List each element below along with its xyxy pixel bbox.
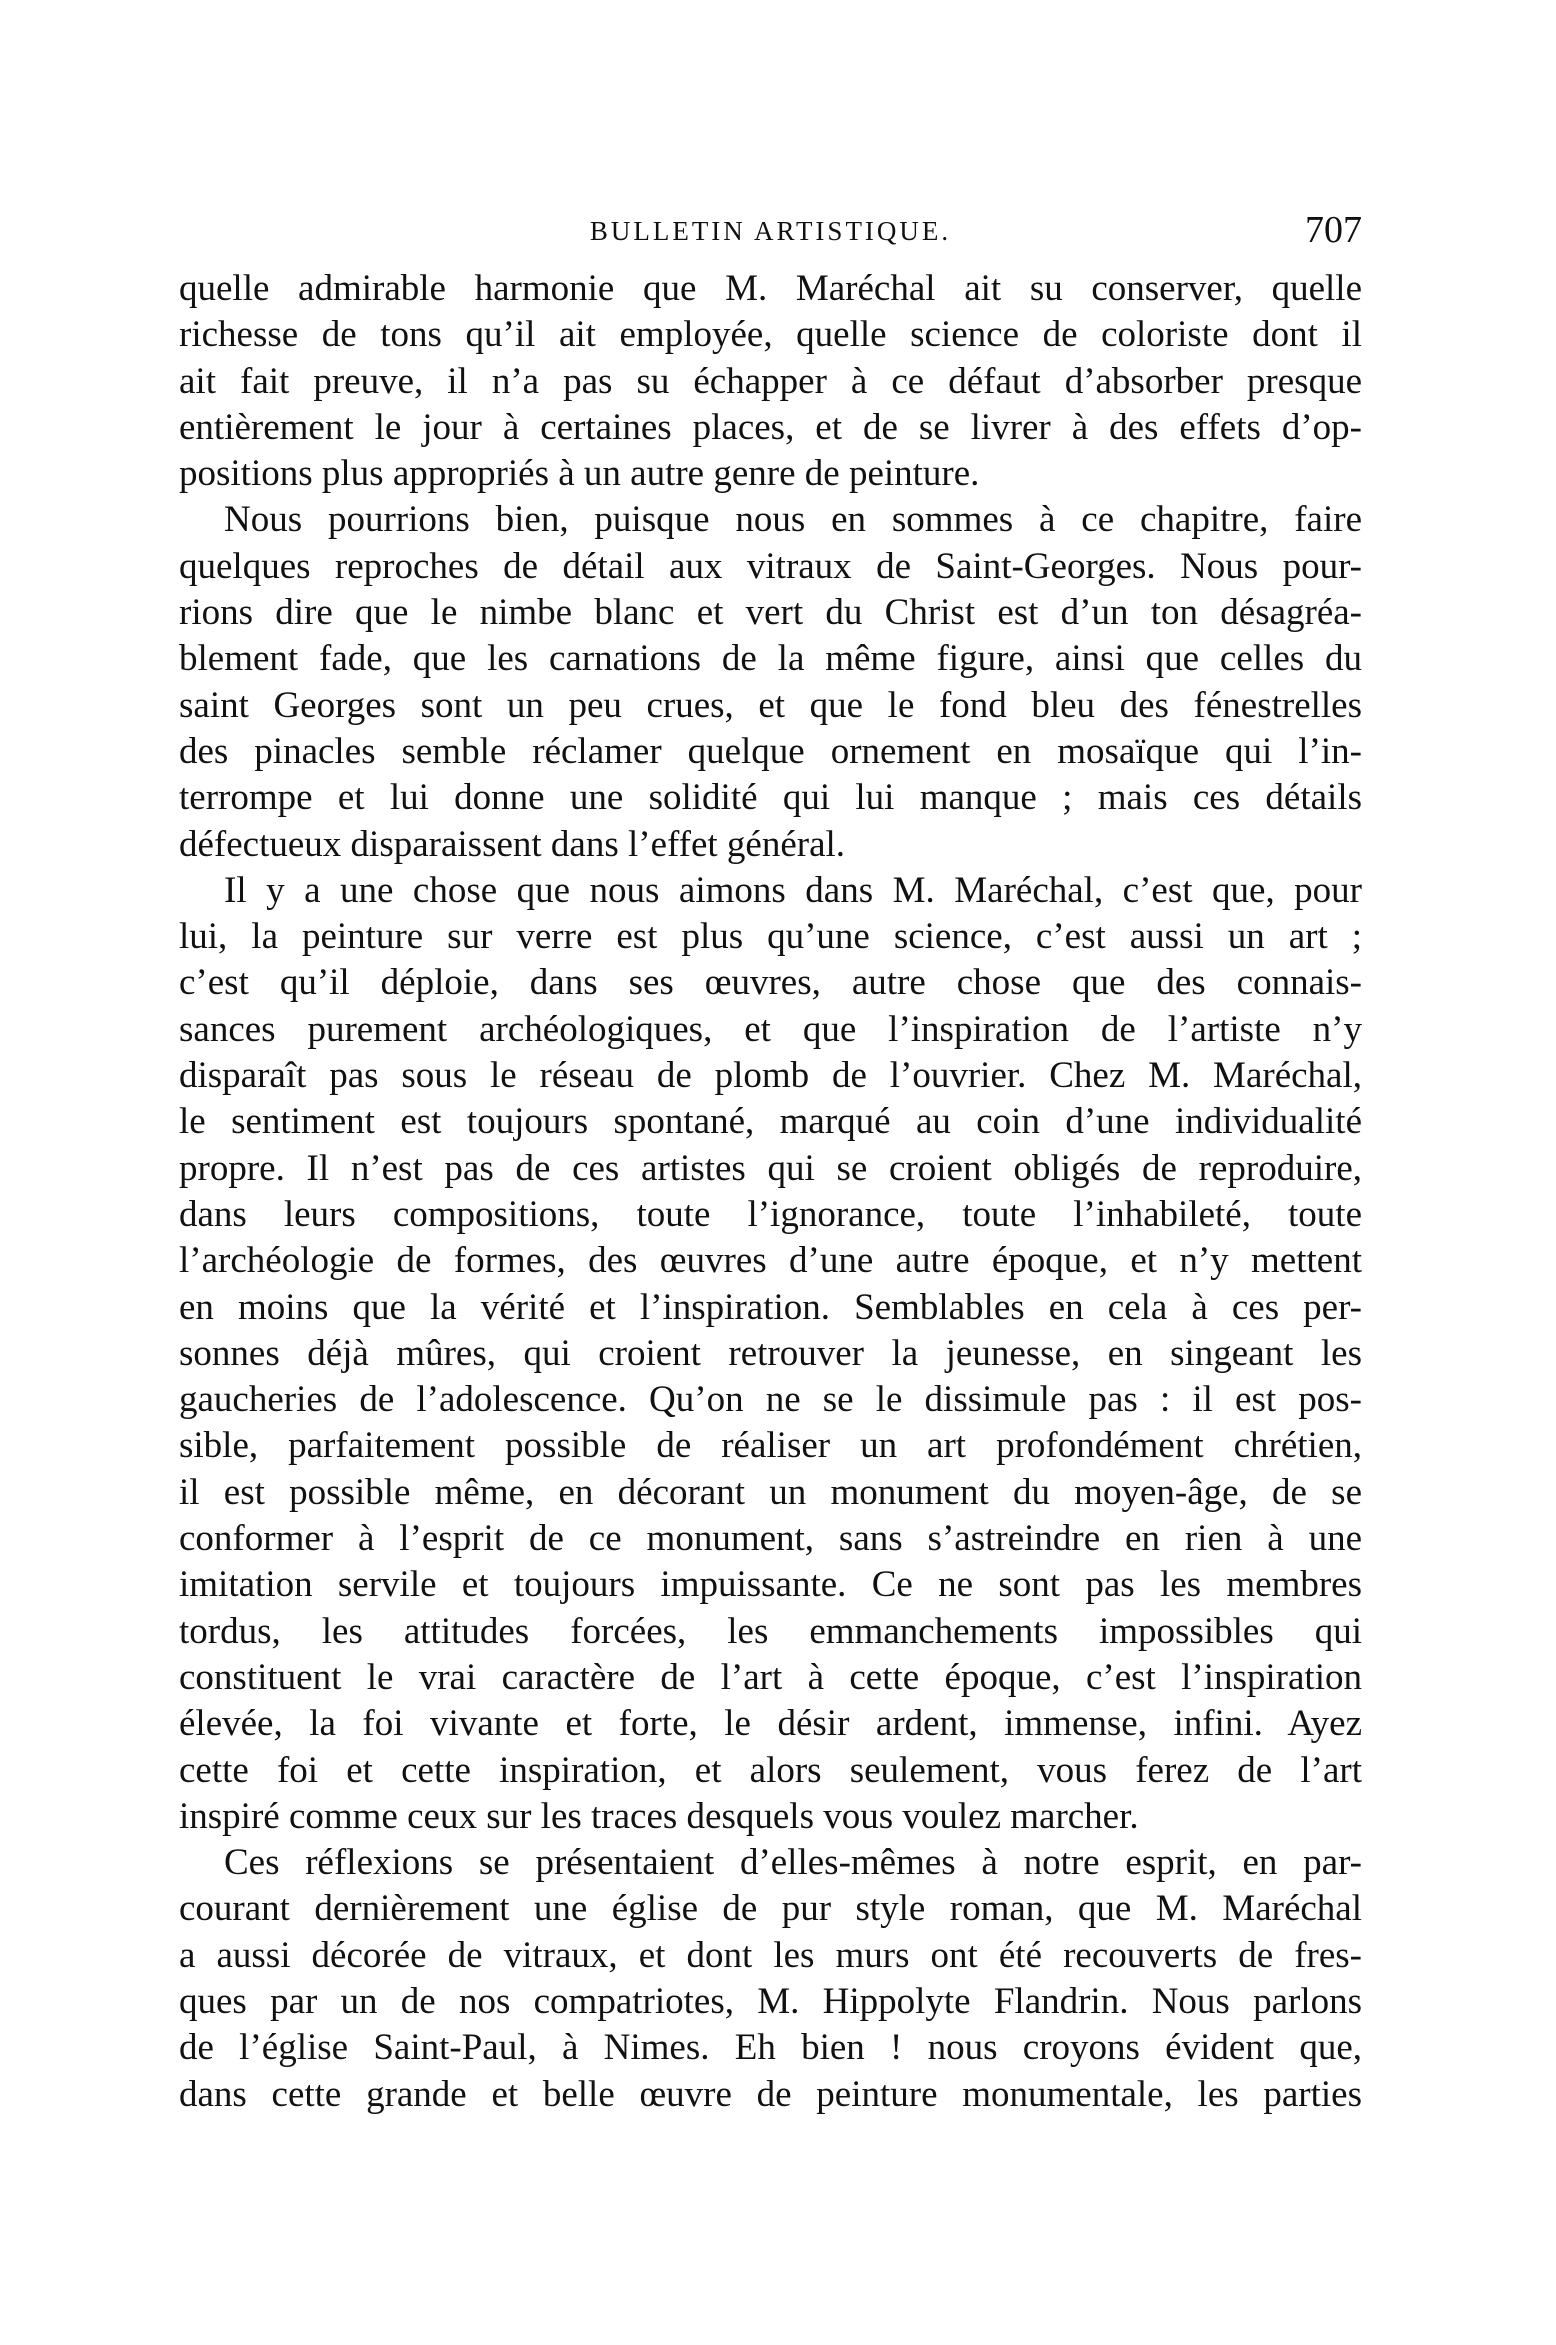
- text-line: propre. Il n’est pas de ces artistes qui se croient obligés de reproduire,: [179, 1147, 1362, 1189]
- text-line: sonnes déjà mûres, qui croient retrouver la jeunesse, en singeant les: [179, 1332, 1362, 1374]
- text-line: blement fade, que les carnations de la même figure, ainsi que celles du: [179, 638, 1362, 680]
- text-line: élevée, la foi vivante et forte, le désir ardent, immense, infini. Ayez: [179, 1703, 1362, 1745]
- text-line: en moins que la vérité et l’inspiration. Semblables en cela à ces per-: [179, 1286, 1362, 1328]
- text-line: saint Georges sont un peu crues, et que le fond bleu des fénestrelles: [179, 684, 1362, 726]
- text-line: quelle admirable harmonie que M. Maréchal ait su conserver, quelle: [179, 268, 1362, 309]
- text-line: quelques reproches de détail aux vitraux de Saint-Georges. Nous pour-: [179, 545, 1362, 587]
- text-line: disparaît pas sous le réseau de plomb de l’ouvrier. Chez M. Maréchal,: [179, 1055, 1362, 1097]
- text-line: positions plus appropriés à un autre genre de peinture.: [179, 453, 980, 495]
- text-line: conformer à l’esprit de ce monument, sans s’astreindre en rien à une: [179, 1518, 1362, 1560]
- text-line: Il y a une chose que nous aimons dans M. Maréchal, c’est que, pour: [224, 869, 1362, 911]
- text-line: des pinacles semble réclamer quelque ornement en mosaïque qui l’in-: [179, 730, 1362, 772]
- text-line: Nous pourrions bien, puisque nous en sommes à ce chapitre, faire: [224, 499, 1362, 541]
- text-line: c’est qu’il déploie, dans ses œuvres, autre chose que des connais-: [179, 962, 1362, 1004]
- text-line: gaucheries de l’adolescence. Qu’on ne se le dissimule pas : il est pos-: [179, 1379, 1362, 1421]
- body-text: [179, 266, 1362, 2118]
- text-line: dans leurs compositions, toute l’ignorance, toute l’inhabileté, toute: [179, 1193, 1362, 1235]
- text-line: terrompe et lui donne une solidité qui lui manque ; mais ces détails: [179, 777, 1362, 819]
- running-title: BULLETIN ARTISTIQUE.: [589, 216, 952, 246]
- text-line: sances purement archéologiques, et que l’inspiration de l’artiste n’y: [179, 1008, 1362, 1050]
- page-number: 707: [1305, 209, 1362, 251]
- text-line: richesse de tons qu’il ait employée, quelle science de coloriste dont il: [179, 314, 1362, 356]
- text-line: le sentiment est toujours spontané, marqué au coin d’une individualité: [179, 1101, 1362, 1143]
- text-line: constituent le vrai caractère de l’art à cette époque, c’est l’inspiration: [179, 1656, 1362, 1698]
- text-line: inspiré comme ceux sur les traces desquels vous voulez marcher.: [179, 1795, 1139, 1837]
- text-line: défectueux disparaissent dans l’effet général.: [179, 823, 846, 865]
- page-header: [179, 208, 1362, 254]
- text-line: tordus, les attitudes forcées, les emmanchements impossibles qui: [179, 1610, 1362, 1652]
- text-line: de l’église Saint-Paul, à Nimes. Eh bien ! nous croyons évident que,: [179, 2027, 1362, 2069]
- text-line: Ces réflexions se présentaient d’elles-mêmes à notre esprit, en par-: [224, 1842, 1362, 1884]
- text-line: courant dernièrement une église de pur style roman, que M. Maréchal: [179, 1888, 1362, 1930]
- text-line: ait fait preuve, il n’a pas su échapper à ce défaut d’absorber presque: [179, 360, 1362, 402]
- text-line: a aussi décorée de vitraux, et dont les murs ont été recouverts de fres-: [179, 1934, 1362, 1976]
- text-line: lui, la peinture sur verre est plus qu’une science, c’est aussi un art ;: [179, 916, 1362, 958]
- text-line: l’archéologie de formes, des œuvres d’une autre époque, et n’y mettent: [179, 1240, 1362, 1282]
- text-line: sible, parfaitement possible de réaliser un art profondément chrétien,: [179, 1425, 1362, 1467]
- text-line: dans cette grande et belle œuvre de peinture monumentale, les parties: [179, 2073, 1362, 2115]
- text-line: cette foi et cette inspiration, et alors seulement, vous ferez de l’art: [179, 1749, 1362, 1791]
- text-line: rions dire que le nimbe blanc et vert du Christ est d’un ton désagréa-: [179, 592, 1362, 634]
- text-line: entièrement le jour à certaines places, et de se livrer à des effets d’op-: [179, 406, 1362, 448]
- text-line: il est possible même, en décorant un monument du moyen-âge, de se: [179, 1471, 1362, 1513]
- text-line: ques par un de nos compatriotes, M. Hippolyte Flandrin. Nous parlons: [179, 1980, 1362, 2022]
- text-line: imitation servile et toujours impuissante. Ce ne sont pas les membres: [179, 1564, 1362, 1606]
